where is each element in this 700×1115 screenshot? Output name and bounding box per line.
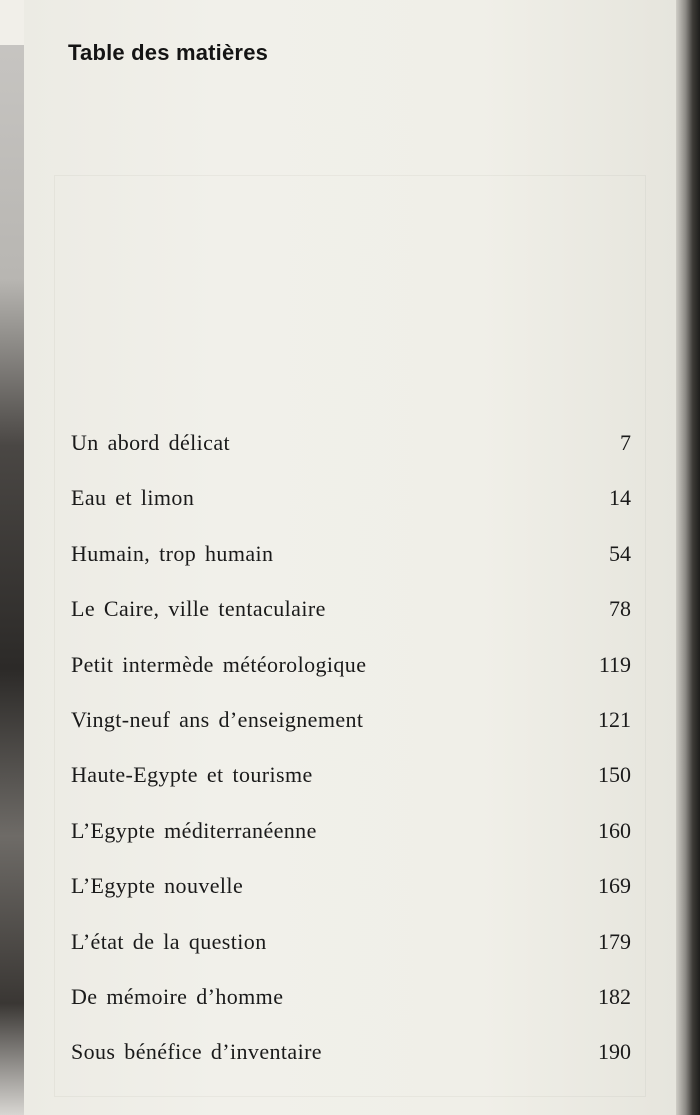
page-title: Table des matières bbox=[68, 40, 269, 65]
toc-entry-title: Le Caire, ville tentaculaire bbox=[71, 596, 326, 622]
toc-entry bbox=[71, 707, 631, 762]
toc-entry-page: 119 bbox=[598, 651, 631, 677]
toc-entry bbox=[71, 430, 631, 485]
toc-entry-page: 121 bbox=[598, 706, 631, 732]
toc-entry-page: 54 bbox=[609, 540, 631, 566]
toc-entry bbox=[71, 929, 631, 984]
toc-entry-title: Petit intermède météorologique bbox=[71, 651, 367, 677]
toc-entry-title: Humain, trop humain bbox=[71, 540, 274, 566]
toc-entry-page: 160 bbox=[598, 817, 631, 843]
toc-entry-page: 78 bbox=[609, 596, 631, 622]
toc-entry bbox=[71, 652, 631, 707]
toc-entry-page: 14 bbox=[609, 485, 631, 511]
toc-entry-title: L’état de la question bbox=[71, 928, 267, 954]
book-page bbox=[24, 0, 676, 1115]
toc-entry bbox=[71, 1039, 631, 1094]
toc-entry-title: Sous bénéfice d’inventaire bbox=[71, 1039, 322, 1065]
toc-entry bbox=[71, 541, 631, 596]
toc-entry bbox=[71, 818, 631, 873]
toc-entry-page: 190 bbox=[598, 1039, 631, 1065]
toc-entry-title: L’Egypte nouvelle bbox=[71, 873, 244, 899]
toc-entry bbox=[71, 596, 631, 651]
toc-entry-title: Eau et limon bbox=[71, 485, 195, 511]
toc-entry-title: Vingt-neuf ans d’enseignement bbox=[71, 706, 364, 732]
toc-entry-page: 182 bbox=[598, 983, 631, 1009]
toc-entry bbox=[71, 984, 631, 1039]
toc-entry-page: 150 bbox=[598, 762, 631, 788]
toc-entry-title: Haute-Egypte et tourisme bbox=[71, 762, 313, 788]
toc-entry bbox=[71, 873, 631, 928]
facing-page-margin bbox=[0, 0, 26, 45]
toc-entry-title: De mémoire d’homme bbox=[71, 983, 284, 1009]
table-of-contents bbox=[71, 430, 631, 1095]
toc-entry-title: Un abord délicat bbox=[71, 430, 231, 455]
toc-entry bbox=[71, 485, 631, 540]
toc-entry bbox=[71, 762, 631, 817]
toc-entry-title: L’Egypte méditerranéenne bbox=[71, 817, 317, 843]
toc-entry-page: 7 bbox=[620, 430, 631, 455]
toc-entry-page: 179 bbox=[598, 928, 631, 954]
facing-page-photo bbox=[0, 0, 26, 1115]
page-edge bbox=[676, 0, 700, 1115]
toc-entry-page: 169 bbox=[598, 873, 631, 899]
